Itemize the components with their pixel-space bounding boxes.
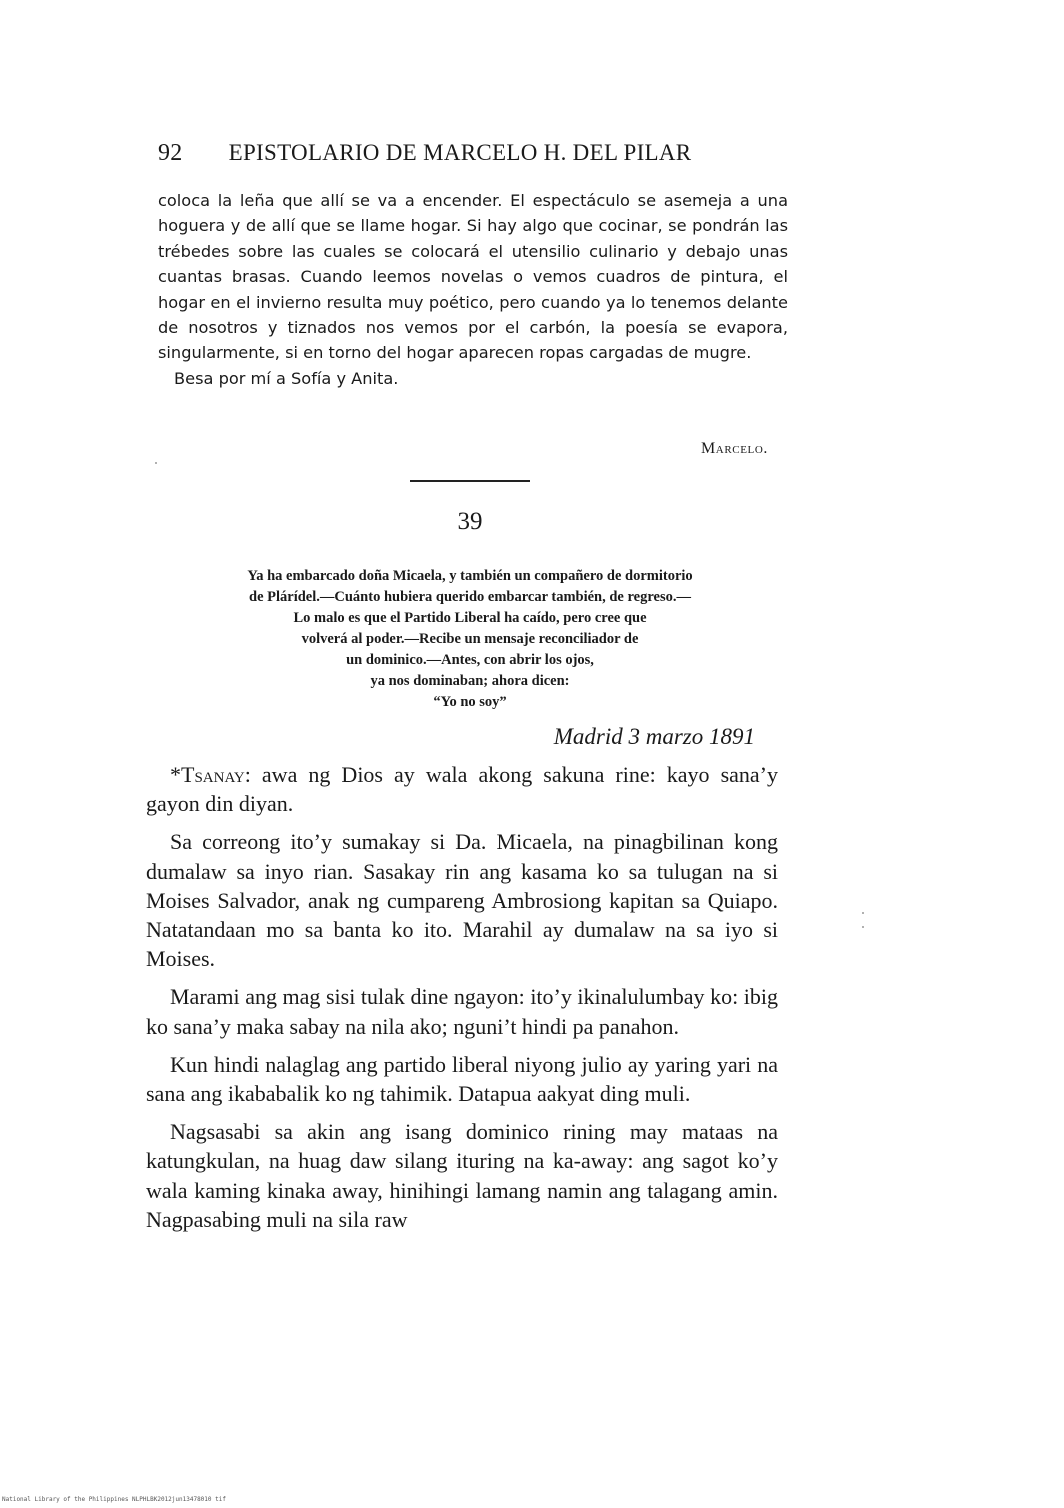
running-header [158,140,778,172]
letter-paragraph: Kun hindi nalaglag ang partido liberal niyong julio ay yaring yari na sana ang ikababalik ko ng tahimik. Datapua aakyat ding muli. [146,1051,778,1107]
scan-speck [862,912,864,914]
running-title: EPISTOLARIO DE MARCELO H. DEL PILAR [228,140,692,165]
salutation: Tsanay: [181,762,251,787]
letter-number: 39 [457,508,483,535]
summary-line: un dominico.—Antes, con abrir los ojos, [346,652,594,668]
scan-speck [862,926,864,928]
closing-line: Besa por mí a Sofía y Anita. [174,368,399,388]
letter-paragraph: Nagsasabi sa akin ang isang dominico rining may mataas na katungkulan, na huag daw silang ituring na ka-away: ang sagot ko’y wala kaming kinaka away, hinihingi lamang namin ang talagang amin. Nagpasabing muli na sila raw [146,1119,778,1232]
scan-speck [155,462,157,464]
summary-line: “Yo no soy” [433,694,507,710]
letter-paragraph: Sa correong ito’y sumakay si Da. Micaela, na pinagbilinan kong dumalaw sa inyo rian. Sasakay rin ang kasama ko sa tulugan na si Moises Salvador, anak ng cumpareng Ambrosiong kapitan sa Quiapo. Natatandaan mo sa banta ko ito. Marahil ay dumalaw na sa iyo si Moises. [146,829,778,972]
summary-line: de Plárídel.—Cuánto hubiera querido embarcar también, de regreso.— [249,589,691,605]
letter-summary [150,566,790,713]
letter-paragraph [146,760,778,818]
previous-letter-paragraph: coloca la leña que allí se va a encender. El espectáculo se asemeja a una hoguera y de allí que se llame hogar. Si hay algo que cocinar, se pondrán las trébedes sobre las cuales se colocará el utensilio culinario y debajo unas cuantas brasas. Cuando leemos novelas o vemos cuadros de pintura, el hogar en el invierno resulta muy poético, pero cuando ya lo tenemos delante de nosotros y tiznados nos vemos por el carbón, la poesía se evapora, singularmente, si en torno del hogar aparecen ropas cargadas de mugre. [158,191,788,363]
summary-line: Lo malo es que el Partido Liberal ha caído, pero cree que [293,610,647,626]
letter-body [146,760,778,1243]
letter-paragraph: Marami ang mag sisi tulak dine ngayon: ito’y ikinalulumbay ko: ibig ko sana’y maka sabay na nila ako; nguni’t hindi pa panahon. [146,984,778,1039]
salutation-text: awa ng Dios ay wala akong sakuna rine: kayo sana’y gayon din diyan. [146,762,778,817]
previous-letter-ending [158,188,788,391]
summary-line: volverá al poder.—Recibe un mensaje reconciliador de [301,631,639,647]
page-number: 92 [158,140,183,166]
summary-line: ya nos dominaban; ahora dicen: [370,673,570,689]
footnote-marker: * [170,762,181,787]
scan-credit: National Library of the Philippines NLPHLBK2012jun13478010 tif [2,1496,226,1503]
dateline: Madrid 3 marzo 1891 [553,724,755,749]
signature: Marcelo. [700,440,768,457]
summary-line: Ya ha embarcado doña Micaela, y también un compañero de dormitorio [247,568,693,584]
section-divider [410,480,530,482]
